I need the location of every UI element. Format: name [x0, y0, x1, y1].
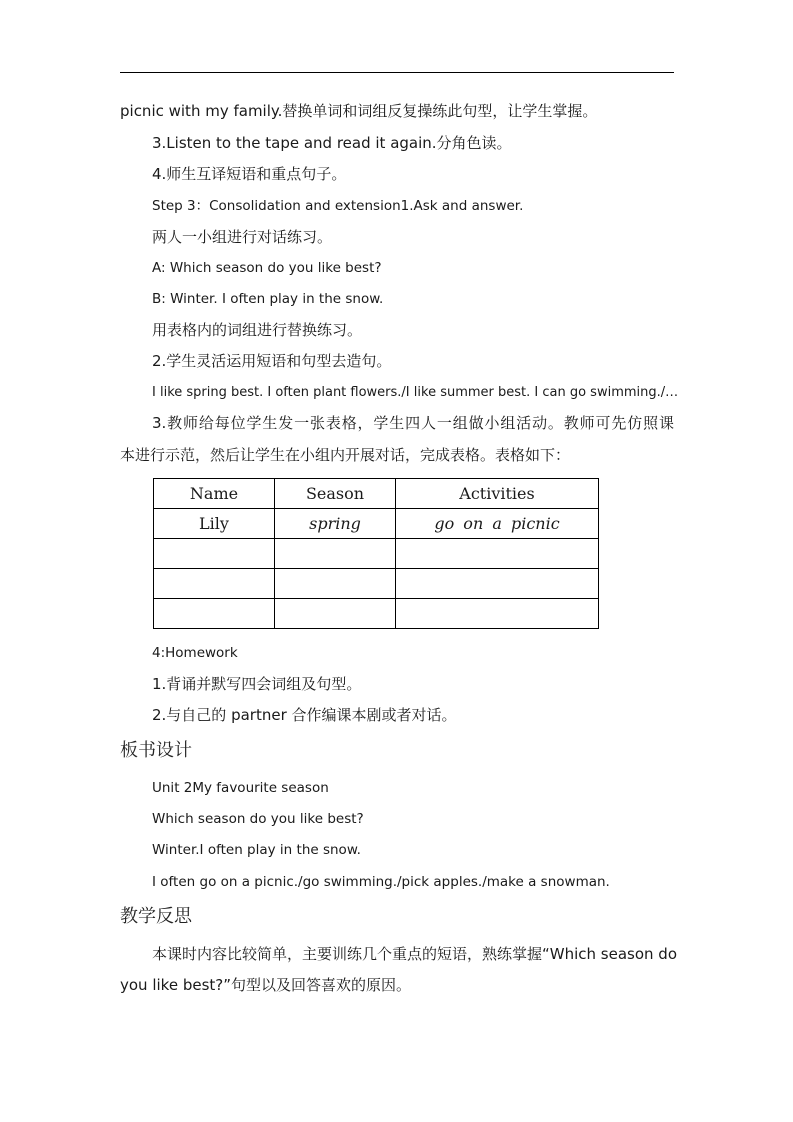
table-row-empty [154, 569, 599, 599]
text-line-8: 用表格内的词组进行替换练习。 [152, 321, 363, 339]
text-line-1: picnic with my family.替换单词和词组反复操练此句型，让学生掌握。 [120, 102, 598, 120]
table-row [154, 509, 599, 539]
table-cell-activities: go on a picnic [396, 509, 599, 539]
table-header-name: Name [154, 479, 275, 509]
section-heading-reflection: 教学反思 [120, 906, 192, 927]
homework-item-1: 1.背诵并默写四会词组及句型。 [152, 675, 362, 693]
table-row-empty [154, 599, 599, 629]
text-line-9: 2.学生灵活运用短语和句型去造句。 [152, 352, 392, 370]
activity-table [153, 478, 599, 629]
text-line-3: 4.师生互译短语和重点句子。 [152, 165, 347, 183]
table-cell-name: Lily [154, 509, 275, 539]
reflection-line-1: 本课时内容比较简单，主要训练几个重点的短语，熟练掌握“Which season do [152, 945, 678, 963]
text-line-12: 本进行示范，然后让学生在小组内开展对话，完成表格。表格如下： [120, 446, 571, 464]
dialogue-a: A: Which season do you like best? [152, 260, 382, 276]
text-line-11: 3.教师给每位学生发一张表格，学生四人一组做小组活动。教师可先仿照课 [152, 414, 674, 432]
step3-heading: Step 3：Consolidation and extension1.Ask and answer. [152, 198, 524, 214]
header-rule [120, 72, 674, 73]
reflection-line-2: you like best?”句型以及回答喜欢的原因。 [120, 976, 411, 994]
board-line-3: Winter.I often play in the snow. [152, 842, 361, 858]
text-line-5: 两人一小组进行对话练习。 [152, 228, 333, 246]
board-line-2: Which season do you like best? [152, 811, 364, 827]
table-row-empty [154, 539, 599, 569]
text-line-2: 3.Listen to the tape and read it again.分角色读。 [152, 134, 512, 152]
board-line-4: I often go on a picnic./go swimming./pick apples./make a snowman. [152, 874, 610, 890]
dialogue-b: B: Winter. I often play in the snow. [152, 291, 384, 307]
table-header-season: Season [275, 479, 396, 509]
table-header-row [154, 479, 599, 509]
section-heading-board-design: 板书设计 [120, 740, 192, 761]
example-sentences: I like spring best. I often plant flowers./I like summer best. I can go swimming./… [152, 385, 679, 400]
table-cell-season: spring [275, 509, 396, 539]
homework-item-2: 2.与自己的 partner 合作编课本剧或者对话。 [152, 706, 457, 724]
homework-heading: 4:Homework [152, 645, 238, 661]
board-line-1: Unit 2My favourite season [152, 780, 329, 796]
table-header-activities: Activities [396, 479, 599, 509]
